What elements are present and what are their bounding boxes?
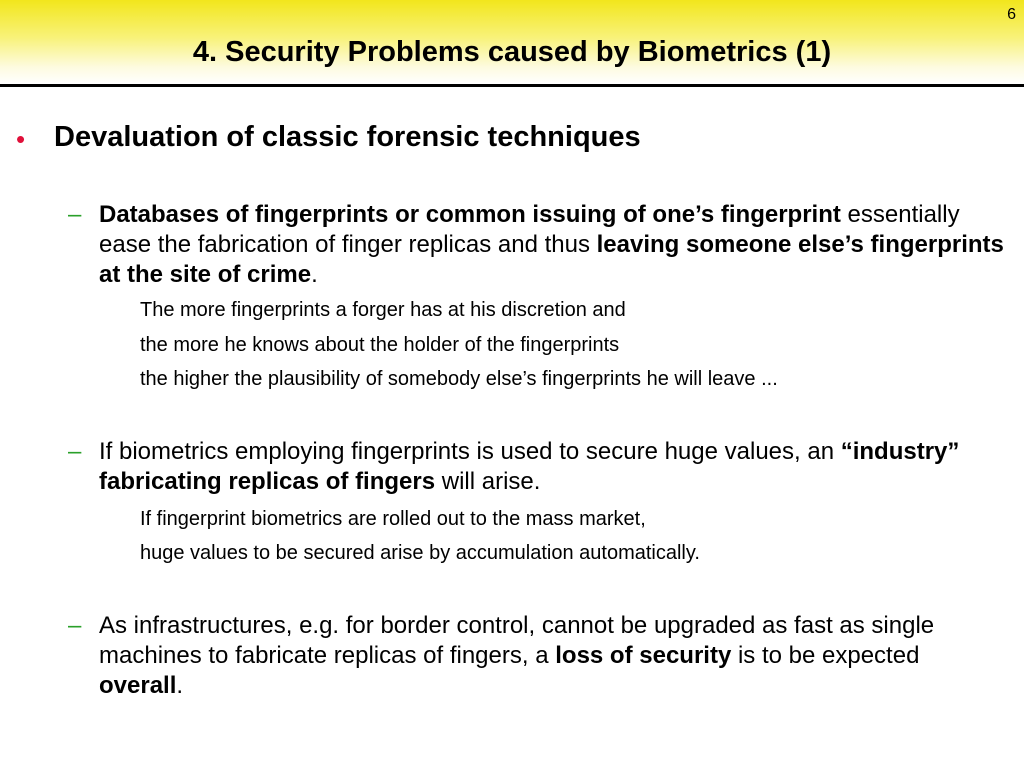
list-item xyxy=(99,437,1009,497)
body-text: . xyxy=(311,261,318,288)
sub-line: If fingerprint biometrics are rolled out to the mass market, xyxy=(140,508,646,530)
slide-title: 4. Security Problems caused by Biometrics (1) xyxy=(192,36,832,68)
sub-line: the more he knows about the holder of the fingerprints xyxy=(140,334,620,356)
sub-line: the higher the plausibility of somebody else’s fingerprints he will leave ... xyxy=(140,368,778,390)
body-text: will arise. xyxy=(435,468,541,495)
body-text: As infrastructures, e.g. for border control, cannot be upgraded as fast as single machines to fabricate replicas of fingers, a xyxy=(99,612,935,669)
dash-icon: – xyxy=(68,438,82,465)
emphasis-text: “industry” fabricating replicas of fingers xyxy=(99,438,960,495)
body-text: If biometrics employing fingerprints is used to secure huge values, an xyxy=(99,438,841,465)
body-text: is to be expected xyxy=(731,642,920,669)
list-item xyxy=(99,200,1009,290)
dash-icon: – xyxy=(68,612,82,639)
emphasis-text: leaving someone else’s fingerprints at the site of crime xyxy=(99,231,1004,288)
bullet-heading: Devaluation of classic forensic techniques xyxy=(54,121,641,153)
body-text: essentially ease the fabrication of finger replicas and thus xyxy=(99,201,960,258)
list-item xyxy=(99,611,1009,701)
sub-line: huge values to be secured arise by accumulation automatically. xyxy=(140,542,700,564)
dash-icon: – xyxy=(68,201,82,228)
body-text: . xyxy=(176,672,184,699)
bullet-icon: • xyxy=(16,124,26,154)
emphasis-text: overall xyxy=(99,672,177,699)
emphasis-text: Databases of fingerprints or common issuing of one’s fingerprint xyxy=(99,201,841,228)
emphasis-text: loss of security xyxy=(555,642,732,669)
header-divider xyxy=(0,84,1024,87)
sub-line: The more fingerprints a forger has at his discretion and xyxy=(140,299,626,321)
slide-number: 6 xyxy=(1007,6,1016,23)
slide-header xyxy=(0,0,1024,84)
